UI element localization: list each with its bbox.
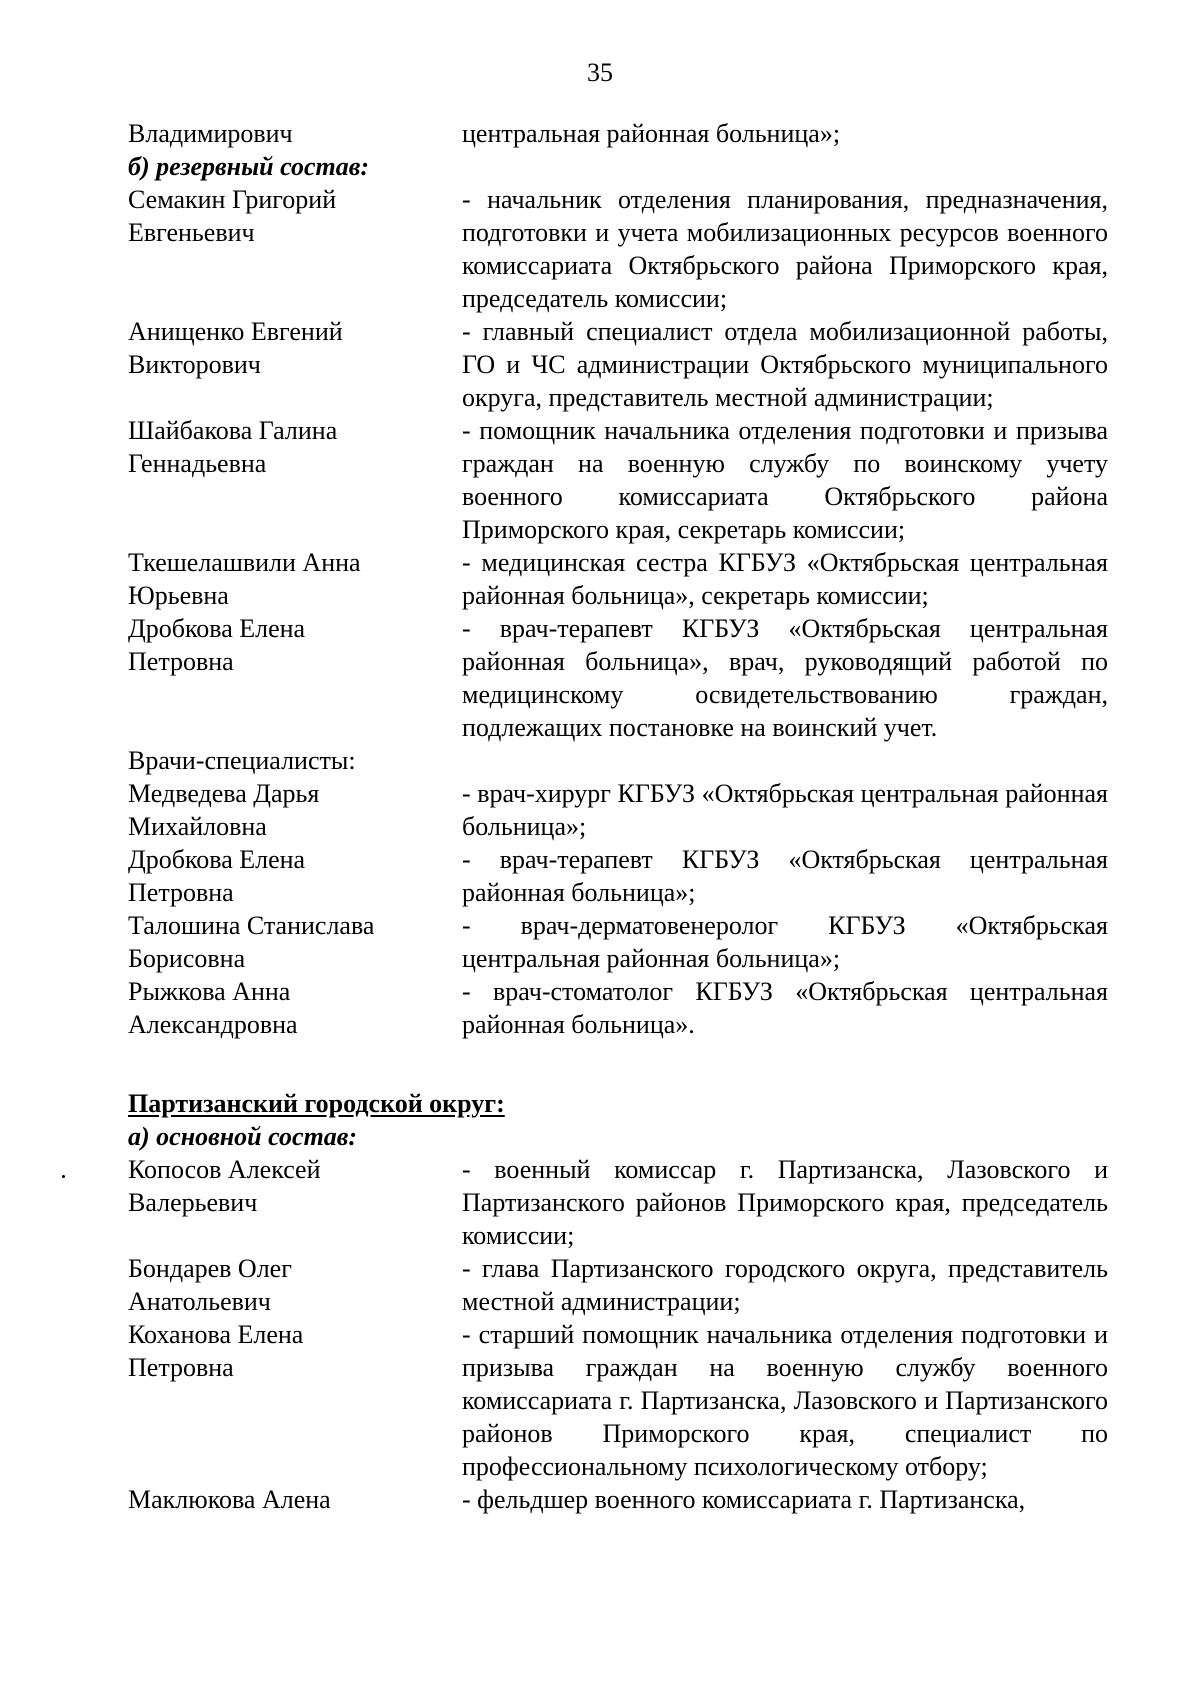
person-role: - главный специалист отдела мобилизационной работы, ГО и ЧС администрации Октябрьского муниципального округа, представитель местной администрации; [462, 317, 1108, 412]
list-item [128, 777, 1108, 843]
main-list [128, 1153, 1108, 1516]
person-name-line: Ткешелашвили Анна [128, 548, 361, 577]
person-role: - старший помощник начальника отделения подготовки и призыва граждан на военную службу военного комиссариата г. Партизанска, Лазовского и Партизанского районов Приморского края, специалист по профессиональному психологическому отбору; [462, 1320, 1108, 1481]
list-item [128, 1318, 1108, 1483]
list-item [128, 546, 1108, 612]
person-role: - глава Партизанского городского округа, представитель местной администрации; [462, 1254, 1108, 1316]
person-name-line: Бондарев Олег [128, 1254, 292, 1283]
reserve-composition-heading: б) резервный состав: [128, 152, 369, 181]
list-item [128, 1252, 1108, 1318]
list-item [128, 414, 1108, 546]
person-name-line: Викторович [128, 350, 261, 379]
person-name-line: Евгеньевич [128, 218, 255, 247]
person-name [128, 1153, 462, 1219]
person-role: - помощник начальника отделения подготовки и призыва граждан на военную службу по воинскому учету военного комиссариата Октябрьского района Приморского края, секретарь комиссии; [462, 416, 1108, 544]
person-name [128, 1252, 462, 1318]
person-name-line: Борисовна [128, 944, 246, 973]
reserve-list [128, 183, 1108, 744]
person-name [128, 777, 462, 843]
person-name-line: Семакин Григорий [128, 185, 337, 214]
person-name-line: Анатольевич [128, 1287, 271, 1316]
person-role: - врач-хирург КГБУЗ «Октябрьская центральная районная больница»; [462, 779, 1108, 841]
list-item [128, 975, 1108, 1041]
main-composition-heading: а) основной состав: [128, 1122, 358, 1151]
person-name [128, 843, 462, 909]
list-item [128, 315, 1108, 414]
person-role: - военный комиссар г. Партизанска, Лазовского и Партизанского районов Приморского края, председатель комиссии; [462, 1155, 1108, 1250]
person-name-line: Петровна [128, 647, 234, 676]
person-role: центральная районная больница»; [462, 119, 841, 148]
person-name [128, 183, 462, 249]
list-item [128, 909, 1108, 975]
person-name [128, 612, 462, 678]
person-name [128, 909, 462, 975]
person-name-line: Юрьевна [128, 581, 229, 610]
person-name-line: Александровна [128, 1010, 298, 1039]
person-role: - врач-дерматовенеролог КГБУЗ «Октябрьская центральная районная больница»; [462, 911, 1108, 973]
person-name-line: Рыжкова Анна [128, 977, 291, 1006]
person-name-line: Шайбакова Галина [128, 416, 338, 445]
person-name-line: Михайловна [128, 812, 267, 841]
person-name-line: Владимирович [128, 119, 293, 148]
person-name [128, 1318, 462, 1384]
list-item [128, 843, 1108, 909]
person-name [128, 117, 462, 150]
person-role: - врач-терапевт КГБУЗ «Октябрьская центральная районная больница», врач, руководящий работой по медицинскому освидетельствованию граждан, подлежащих постановке на воинский учет. [462, 614, 1108, 742]
person-name [128, 414, 462, 480]
list-item [128, 612, 1108, 744]
person-role: - врач-терапевт КГБУЗ «Октябрьская центральная районная больница»; [462, 845, 1108, 907]
person-name-line: Маклюкова Алена [128, 1485, 331, 1514]
stray-mark [62, 1175, 65, 1178]
page-number: 35 [587, 58, 613, 87]
person-role: - медицинская сестра КГБУЗ «Октябрьская центральная районная больница», секретарь комиссии; [462, 548, 1108, 610]
person-name-line: Валерьевич [128, 1188, 258, 1217]
person-role: - фельдшер военного комиссариата г. Партизанска, [462, 1485, 1026, 1514]
person-role: - начальник отделения планирования, предназначения, подготовки и учета мобилизационных ресурсов военного комиссариата Октябрьского района Приморского края, председатель комиссии; [462, 185, 1108, 313]
person-name-line: Дробкова Елена [128, 845, 306, 874]
person-name-line: Геннадьевна [128, 449, 267, 478]
section-title: Партизанский городской округ: [128, 1089, 505, 1118]
person-name-line: Талошина Станислава [128, 911, 375, 940]
list-item [128, 183, 1108, 315]
specialists-heading: Врачи-специалисты: [128, 746, 356, 775]
person-name-line: Дробкова Елена [128, 614, 306, 643]
person-name [128, 975, 462, 1041]
list-item [128, 1153, 1108, 1252]
person-name-line: Медведева Дарья [128, 779, 320, 808]
person-name [128, 1483, 462, 1516]
document-body [128, 117, 1108, 1516]
specialists-list [128, 777, 1108, 1041]
person-name [128, 315, 462, 381]
person-role: - врач-стоматолог КГБУЗ «Октябрьская центральная районная больница». [462, 977, 1108, 1039]
person-name-line: Коханова Елена [128, 1320, 304, 1349]
person-name-line: Петровна [128, 878, 234, 907]
person-name-line: Анищенко Евгений [128, 317, 343, 346]
list-item [128, 1483, 1108, 1516]
person-name-line: Петровна [128, 1353, 234, 1382]
continued-entry [128, 117, 1108, 150]
person-name [128, 546, 462, 612]
person-name-line: Копосов Алексей [128, 1155, 321, 1184]
